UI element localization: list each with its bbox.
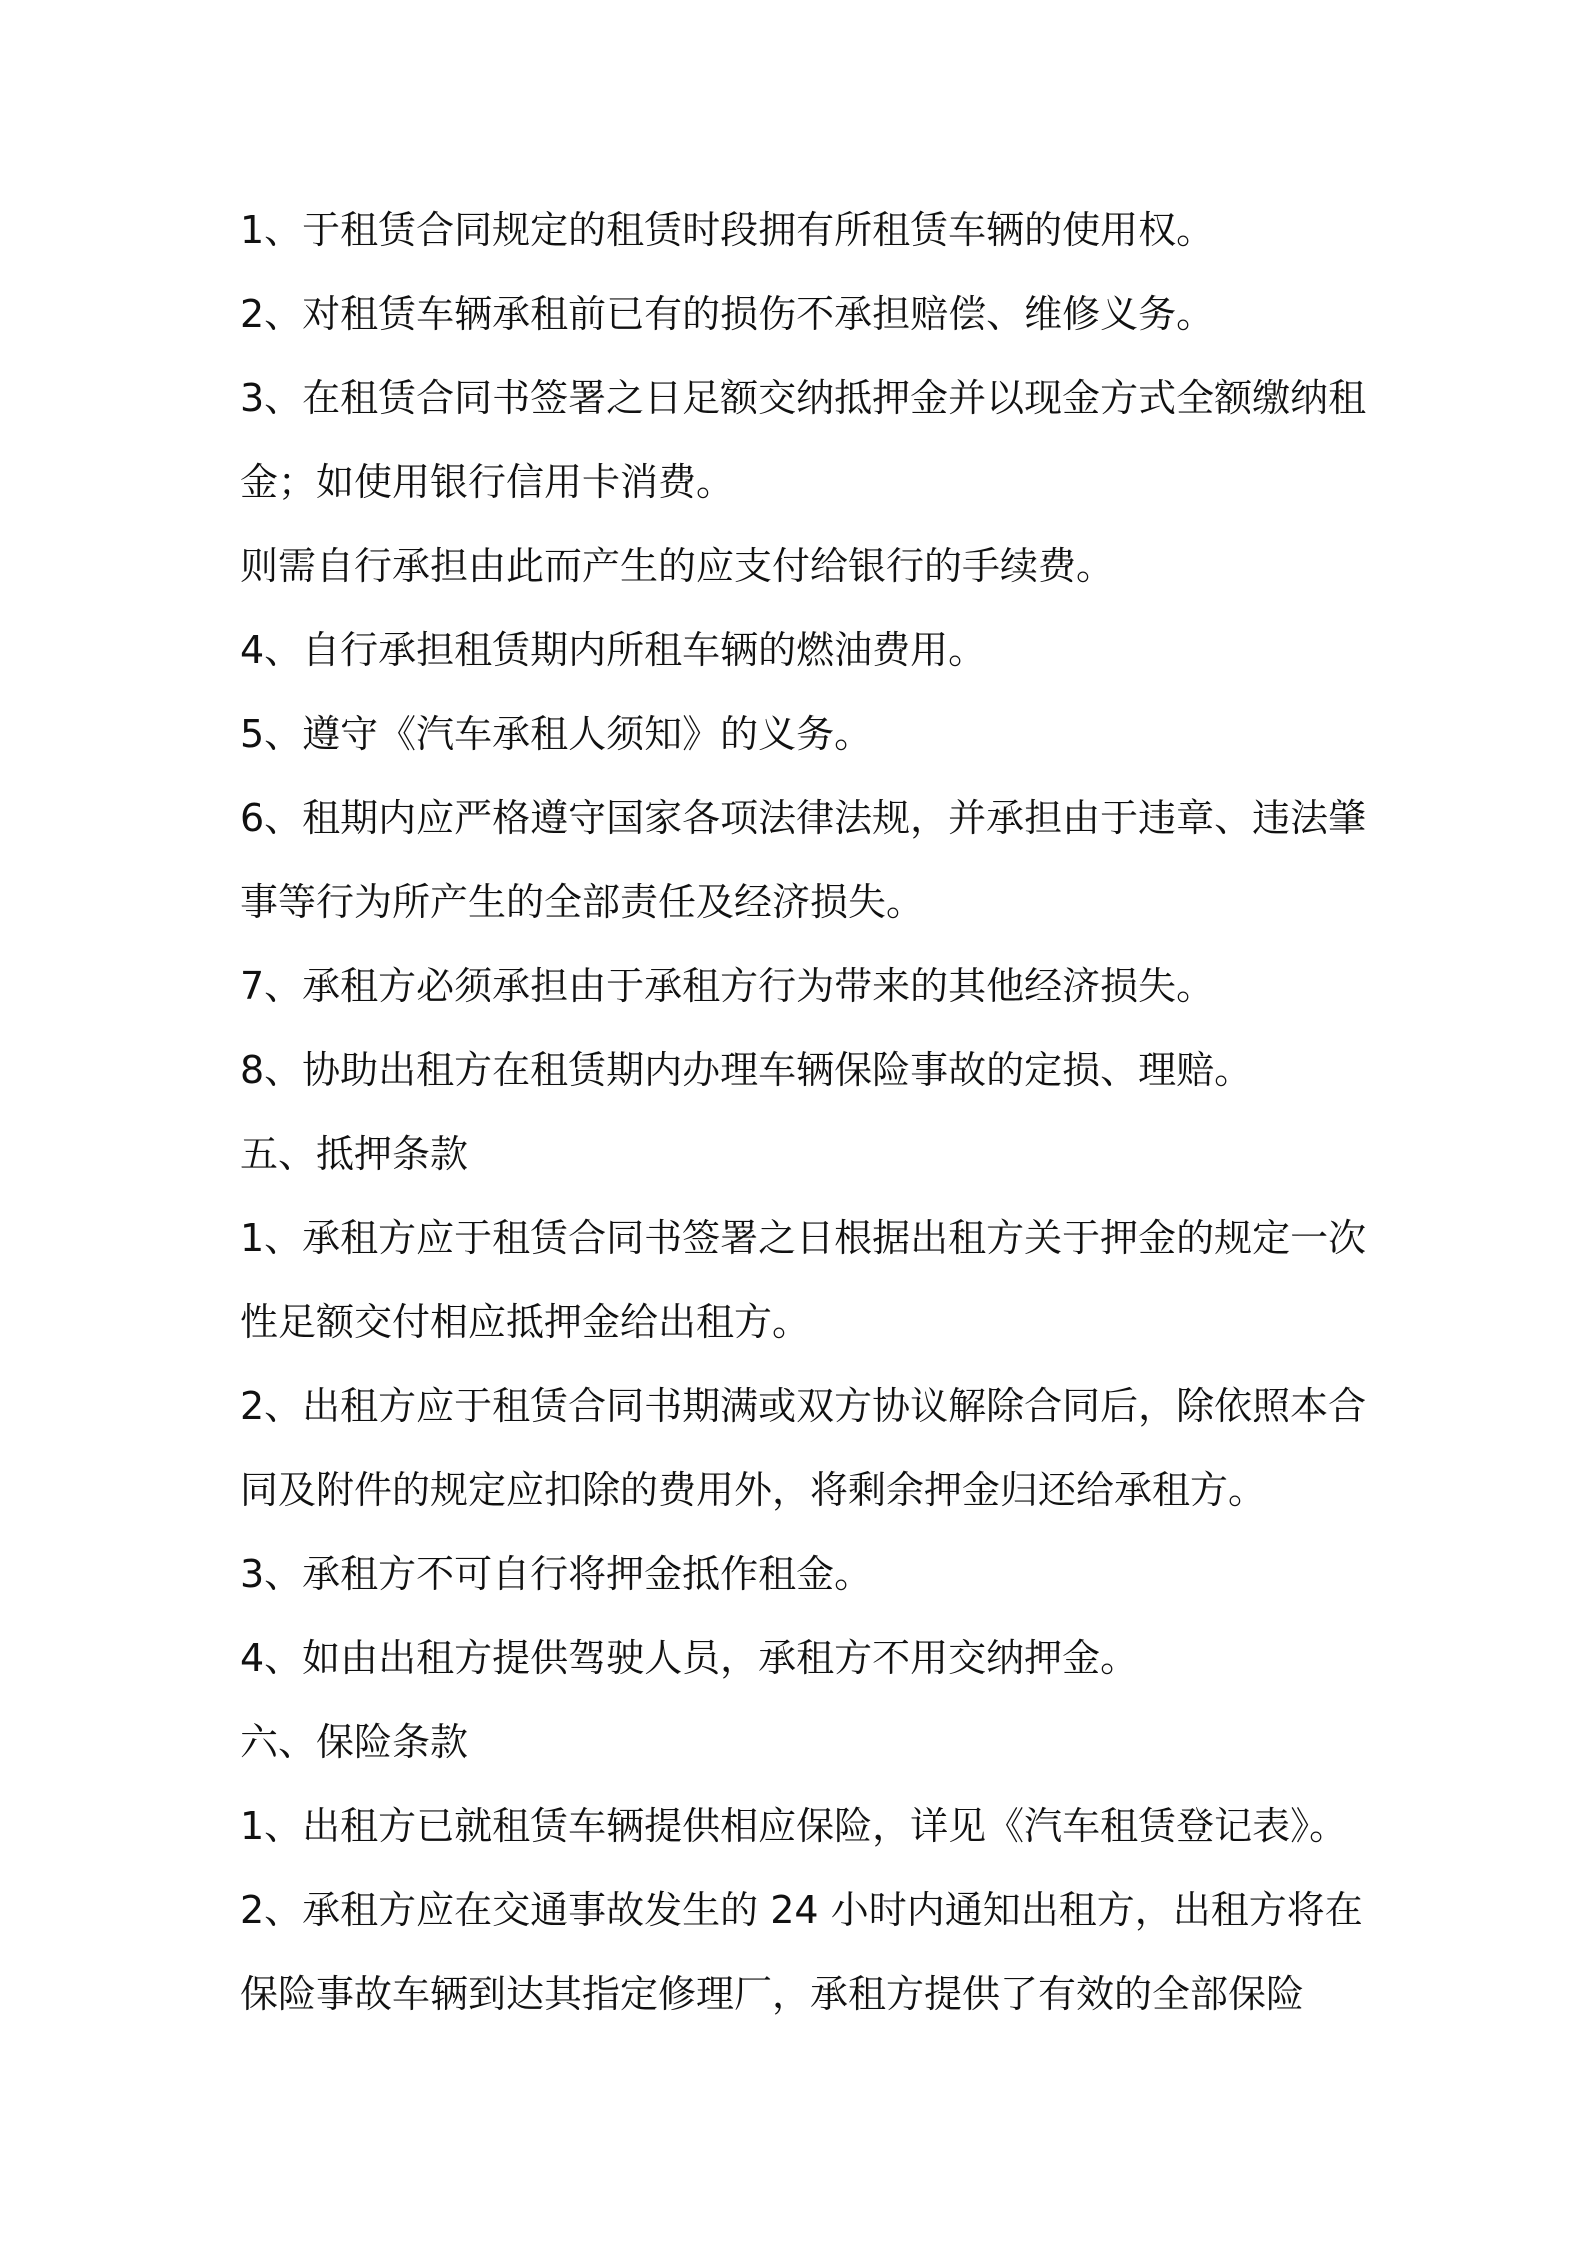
clause-line: 性足额交付相应抵押金给出租方。	[240, 1300, 811, 1344]
section-heading-insurance: 六、保险条款	[240, 1720, 469, 1764]
clause-line: 1、出租方已就租赁车辆提供相应保险，详见《汽车租赁登记表》。	[240, 1804, 1348, 1848]
document-body	[240, 195, 1367, 2043]
clause-line: 1、承租方应于租赁合同书签署之日根据出租方关于押金的规定一次	[240, 1216, 1367, 1260]
clause-line: 8、协助出租方在租赁期内办理车辆保险事故的定损、理赔。	[240, 1048, 1253, 1092]
clause-line: 同及附件的规定应扣除的费用外，将剩余押金归还给承租方。	[240, 1468, 1267, 1512]
clause-line: 事等行为所产生的全部责任及经济损失。	[240, 880, 925, 924]
section-heading-mortgage: 五、抵押条款	[240, 1132, 469, 1176]
clause-line: 2、出租方应于租赁合同书期满或双方协议解除合同后，除依照本合	[240, 1384, 1367, 1428]
clause-line: 3、在租赁合同书签署之日足额交纳抵押金并以现金方式全额缴纳租	[240, 376, 1367, 420]
clause-line: 保险事故车辆到达其指定修理厂，承租方提供了有效的全部保险	[240, 1972, 1305, 2016]
clause-line: 6、租期内应严格遵守国家各项法律法规，并承担由于违章、违法肇	[240, 796, 1367, 840]
clause-line: 则需自行承担由此而产生的应支付给银行的手续费。	[240, 544, 1115, 588]
clause-line: 金；如使用银行信用卡消费。	[240, 460, 735, 504]
clause-line: 4、如由出租方提供驾驶人员，承租方不用交纳押金。	[240, 1636, 1139, 1680]
clause-line: 4、自行承担租赁期内所租车辆的燃油费用。	[240, 628, 987, 672]
clause-line: 2、对租赁车辆承租前已有的损伤不承担赔偿、维修义务。	[240, 292, 1215, 336]
clause-line: 1、于租赁合同规定的租赁时段拥有所租赁车辆的使用权。	[240, 208, 1215, 252]
clause-line: 2、承租方应在交通事故发生的 24 小时内通知出租方，出租方将在	[240, 1888, 1363, 1932]
clause-line: 3、承租方不可自行将押金抵作租金。	[240, 1552, 873, 1596]
clause-line: 5、遵守《汽车承租人须知》的义务。	[240, 712, 873, 756]
clause-line: 7、承租方必须承担由于承租方行为带来的其他经济损失。	[240, 964, 1215, 1008]
